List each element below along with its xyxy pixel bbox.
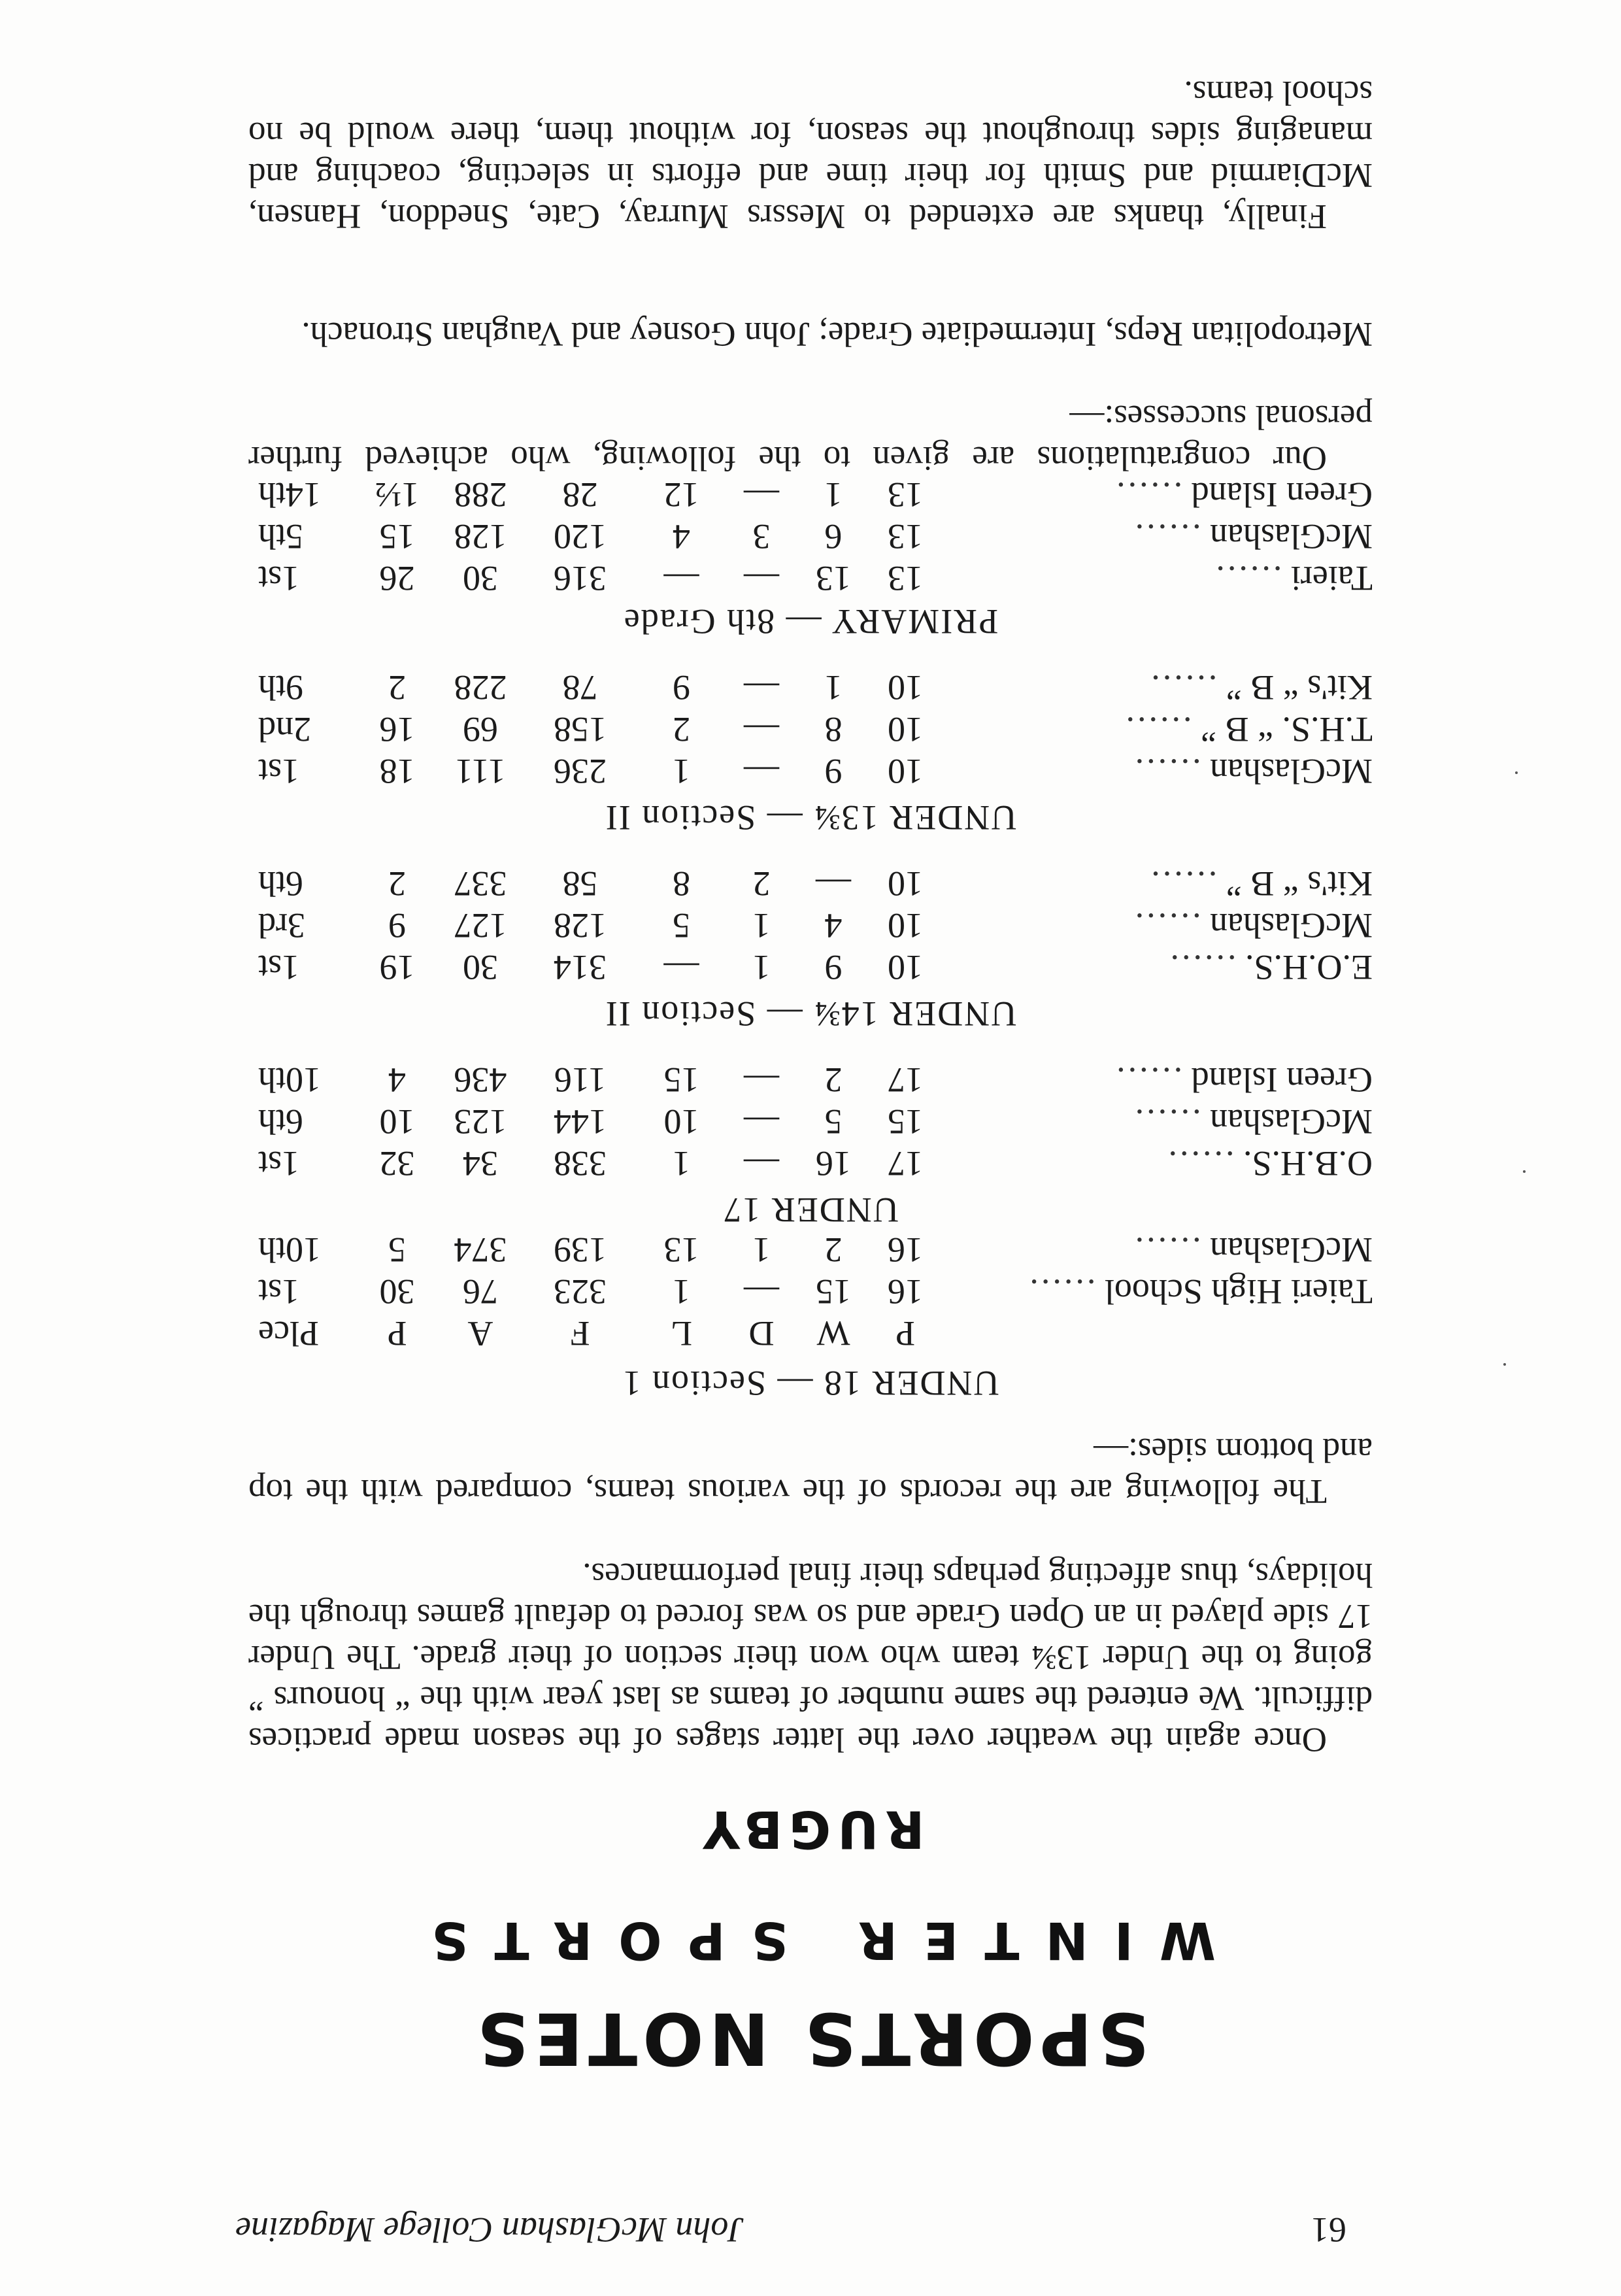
cell-played: 13 bbox=[888, 559, 923, 598]
group-title-under-17: UNDER 17 bbox=[722, 1190, 899, 1230]
cell-lost: — bbox=[663, 948, 699, 987]
col-header-played: P bbox=[895, 1314, 916, 1353]
cell-won: 9 bbox=[824, 752, 843, 791]
team-name: McGlashan bbox=[1210, 906, 1373, 945]
cell-points: 4 bbox=[388, 1060, 406, 1100]
cell-against: 127 bbox=[454, 906, 507, 945]
cell-place: 10th bbox=[258, 1060, 322, 1100]
table-row bbox=[258, 516, 1373, 558]
cell-points: 32 bbox=[379, 1144, 415, 1183]
table-row bbox=[258, 1143, 1373, 1185]
cell-drawn: — bbox=[744, 1060, 779, 1100]
cell-lost: — bbox=[663, 559, 699, 598]
leader-dots: ...... bbox=[1148, 668, 1218, 707]
cell-drawn: — bbox=[744, 1272, 779, 1311]
table-row bbox=[258, 474, 1373, 516]
cell-lost: 8 bbox=[673, 864, 690, 903]
table-row bbox=[258, 558, 1373, 599]
running-header bbox=[235, 2198, 1346, 2250]
group-title-under-13: UNDER 13¾ — Section II bbox=[604, 798, 1017, 837]
table-row bbox=[258, 667, 1373, 709]
table-row bbox=[258, 1229, 1373, 1271]
team-name: McGlashan bbox=[1210, 517, 1373, 556]
results-table-under-13 bbox=[258, 667, 1373, 792]
cell-against: 436 bbox=[454, 1060, 507, 1100]
cell-lost: 15 bbox=[663, 1060, 699, 1100]
cell-lost: 1 bbox=[673, 1272, 690, 1311]
cell-played: 16 bbox=[888, 1230, 923, 1270]
table-row bbox=[258, 1101, 1373, 1143]
cell-won: 9 bbox=[824, 948, 843, 987]
cell-drawn: 3 bbox=[752, 517, 771, 556]
team-name: McGlashan bbox=[1210, 1102, 1373, 1141]
scan-speck bbox=[1515, 771, 1518, 774]
cell-played: 17 bbox=[888, 1060, 923, 1100]
table-row bbox=[258, 709, 1373, 751]
cell-drawn: — bbox=[744, 710, 779, 749]
cell-played: 10 bbox=[888, 752, 923, 791]
cell-won: — bbox=[816, 864, 851, 903]
cell-drawn: — bbox=[744, 752, 779, 791]
cell-place: 6th bbox=[258, 1102, 304, 1141]
intro-paragraph: Once again the weather over the latter stages of the season made practices difficult. We entered the same number of teams as last year with the “ honours ” going to the Under 13¾ team who won their section of their grade. The Under 17 side played in an Open Grade and so was forced to default games through the holidays, thus affecting perhaps their final performances. bbox=[248, 1556, 1373, 1759]
cell-for: 116 bbox=[554, 1060, 606, 1100]
cell-played: 10 bbox=[888, 864, 923, 903]
cell-against: 228 bbox=[454, 668, 507, 707]
cell-against: 337 bbox=[454, 864, 507, 903]
cell-points: 16 bbox=[379, 710, 415, 749]
team-name: O.B.H.S. bbox=[1243, 1144, 1373, 1183]
cell-for: 338 bbox=[554, 1144, 607, 1183]
cell-points: 15 bbox=[379, 517, 415, 556]
cell-for: 78 bbox=[562, 668, 598, 707]
cell-for: 144 bbox=[554, 1102, 607, 1141]
leader-dots: ...... bbox=[1132, 906, 1201, 945]
cell-place: 1st bbox=[258, 1272, 300, 1311]
col-header-drawn: D bbox=[748, 1314, 775, 1353]
cell-for: 323 bbox=[554, 1272, 607, 1311]
cell-lost: 1 bbox=[673, 752, 690, 791]
cell-won: 1 bbox=[824, 668, 843, 707]
cell-won: 5 bbox=[824, 1102, 843, 1141]
thanks-paragraph: Finally, thanks are extended to Messrs Murray, Cate, Sneddon, Hansen, McDiarmid and Smith for their time and efforts in selecting, coaching and managing sides throughout the season, for without them, there would be no school teams. bbox=[248, 74, 1373, 235]
cell-won: 4 bbox=[824, 906, 843, 945]
leader-dots: ...... bbox=[1165, 1144, 1235, 1183]
cell-for: 236 bbox=[554, 752, 607, 791]
subsection-title: WINTER SPORTS bbox=[405, 1910, 1216, 1969]
cell-for: 28 bbox=[562, 475, 598, 515]
cell-points: 30 bbox=[379, 1272, 415, 1311]
cell-for: 128 bbox=[554, 906, 607, 945]
table-row bbox=[258, 751, 1373, 792]
cell-against: 34 bbox=[463, 1144, 498, 1183]
team-name: E.O.H.S. bbox=[1245, 948, 1373, 987]
col-header-against: A bbox=[467, 1314, 493, 1353]
leader-dots: ...... bbox=[1027, 1272, 1096, 1311]
cell-played: 16 bbox=[888, 1272, 923, 1311]
records-intro-paragraph: The following are the records of the various teams, compared with the top and bottom sides:— bbox=[248, 1431, 1373, 1510]
table-row bbox=[258, 947, 1373, 988]
cell-place: 1st bbox=[258, 752, 300, 791]
results-table-under-17 bbox=[258, 1059, 1373, 1185]
cell-won: 13 bbox=[816, 559, 851, 598]
cell-won: 8 bbox=[824, 710, 843, 749]
cell-against: 76 bbox=[463, 1272, 498, 1311]
cell-for: 139 bbox=[554, 1230, 607, 1270]
cell-drawn: 1 bbox=[752, 1230, 771, 1270]
leader-dots: ...... bbox=[1132, 517, 1201, 556]
cell-drawn: — bbox=[744, 475, 779, 515]
results-table-primary bbox=[258, 474, 1373, 599]
cell-played: 17 bbox=[888, 1144, 923, 1183]
sport-title: RUGBY bbox=[696, 1799, 925, 1858]
cell-lost: 13 bbox=[663, 1230, 699, 1270]
personal-successes-paragraph: Metropolitan Reps, Intermediate Grade; John Gosney and Vaughan Stronach. bbox=[301, 315, 1373, 353]
cell-played: 10 bbox=[888, 710, 923, 749]
cell-drawn: — bbox=[744, 668, 779, 707]
cell-points: 2 bbox=[388, 668, 406, 707]
cell-for: 58 bbox=[562, 864, 598, 903]
cell-place: 1st bbox=[258, 1144, 300, 1183]
table-row bbox=[258, 1271, 1373, 1313]
cell-against: 374 bbox=[454, 1230, 507, 1270]
group-title-under-14: UNDER 14¾ — Section II bbox=[604, 994, 1017, 1034]
cell-points: 5 bbox=[388, 1230, 406, 1270]
team-name: McGlashan bbox=[1210, 752, 1373, 791]
cell-place: 9th bbox=[258, 668, 304, 707]
cell-lost: 2 bbox=[673, 710, 690, 749]
team-name: Green Island bbox=[1191, 1060, 1373, 1100]
cell-played: 13 bbox=[888, 517, 923, 556]
scan-speck bbox=[1523, 1170, 1526, 1173]
results-table-under-14 bbox=[258, 863, 1373, 988]
cell-for: 120 bbox=[554, 517, 607, 556]
table-row bbox=[258, 863, 1373, 905]
leader-dots: ...... bbox=[1148, 864, 1218, 903]
cell-won: 6 bbox=[824, 517, 843, 556]
cell-lost: 9 bbox=[673, 668, 690, 707]
section-title: SPORTS NOTES bbox=[471, 1997, 1150, 2080]
cell-played: 10 bbox=[888, 906, 923, 945]
cell-against: 69 bbox=[463, 710, 498, 749]
cell-place: 5th bbox=[258, 517, 304, 556]
cell-played: 10 bbox=[888, 668, 923, 707]
team-name: T.H.S. “ B ” bbox=[1201, 710, 1373, 749]
cell-place: 6th bbox=[258, 864, 304, 903]
cell-drawn: 1 bbox=[752, 948, 771, 987]
cell-place: 3rd bbox=[258, 906, 305, 945]
leader-dots: ...... bbox=[1132, 752, 1201, 791]
cell-for: 158 bbox=[554, 710, 607, 749]
team-name: Taieri bbox=[1290, 559, 1373, 598]
group-title-primary: PRIMARY — 8th Grade bbox=[622, 602, 999, 641]
leader-dots: ...... bbox=[1132, 1102, 1201, 1141]
cell-points: 2 bbox=[388, 864, 406, 903]
group-title-under-18: UNDER 18 — Section 1 bbox=[622, 1364, 999, 1403]
leader-dots: ...... bbox=[1167, 948, 1237, 987]
team-name: Green Island bbox=[1191, 475, 1373, 515]
cell-won: 2 bbox=[824, 1060, 843, 1100]
cell-played: 15 bbox=[888, 1102, 923, 1141]
cell-drawn: 1 bbox=[752, 906, 771, 945]
cell-played: 10 bbox=[888, 948, 923, 987]
cell-points: 19 bbox=[379, 948, 415, 987]
cell-lost: 4 bbox=[673, 517, 690, 556]
cell-points: 9 bbox=[388, 906, 406, 945]
page-number: 61 bbox=[1311, 2210, 1346, 2250]
cell-lost: 12 bbox=[663, 475, 699, 515]
cell-place: 10th bbox=[258, 1230, 322, 1270]
cell-won: 15 bbox=[816, 1272, 851, 1311]
team-name: Taieri High School bbox=[1104, 1272, 1373, 1311]
results-table-under-18 bbox=[258, 1229, 1373, 1355]
cell-for: 314 bbox=[554, 948, 607, 987]
cell-points: 1½ bbox=[375, 475, 420, 515]
cell-drawn: — bbox=[744, 1102, 779, 1141]
cell-points: 18 bbox=[379, 752, 415, 791]
column-header-row bbox=[258, 1313, 1373, 1355]
cell-drawn: — bbox=[744, 1144, 779, 1183]
cell-lost: 5 bbox=[673, 906, 690, 945]
leader-dots: ...... bbox=[1114, 475, 1183, 515]
cell-place: 1st bbox=[258, 948, 300, 987]
cell-place: 1st bbox=[258, 559, 300, 598]
cell-won: 1 bbox=[824, 475, 843, 515]
cell-against: 30 bbox=[463, 559, 498, 598]
cell-played: 13 bbox=[888, 475, 923, 515]
leader-dots: ...... bbox=[1114, 1060, 1183, 1100]
cell-place: 14th bbox=[258, 475, 322, 515]
cell-drawn: 2 bbox=[752, 864, 771, 903]
cell-place: 2nd bbox=[258, 710, 311, 749]
cell-won: 2 bbox=[824, 1230, 843, 1270]
scan-speck bbox=[1503, 1363, 1506, 1366]
table-row bbox=[258, 905, 1373, 947]
col-header-lost: L bbox=[671, 1314, 692, 1353]
col-header-points: P bbox=[387, 1314, 407, 1353]
team-name: McGlashan bbox=[1210, 1230, 1373, 1270]
leader-dots: ...... bbox=[1213, 559, 1282, 598]
cell-against: 288 bbox=[454, 475, 507, 515]
cell-points: 26 bbox=[379, 559, 415, 598]
cell-won: 16 bbox=[816, 1144, 851, 1183]
table-row bbox=[258, 1059, 1373, 1101]
team-name: Kit's “ B ” bbox=[1226, 668, 1373, 707]
cell-points: 10 bbox=[379, 1102, 415, 1141]
cell-against: 128 bbox=[454, 517, 507, 556]
magazine-title: John McGlashan College Magazine bbox=[235, 2210, 744, 2250]
cell-against: 123 bbox=[454, 1102, 507, 1141]
team-name: Kit's “ B ” bbox=[1226, 864, 1373, 903]
leader-dots: ...... bbox=[1132, 1230, 1201, 1270]
cell-drawn: — bbox=[744, 559, 779, 598]
cell-against: 111 bbox=[455, 752, 506, 791]
col-header-won: W bbox=[816, 1314, 850, 1353]
cell-for: 316 bbox=[554, 559, 607, 598]
cell-lost: 1 bbox=[673, 1144, 690, 1183]
col-header-for: F bbox=[570, 1314, 590, 1353]
col-header-place: Plce bbox=[258, 1314, 319, 1353]
cell-lost: 10 bbox=[663, 1102, 699, 1141]
congratulations-paragraph: Our congratulations are given to the following, who achieved further personal successes:— bbox=[248, 398, 1373, 477]
cell-against: 30 bbox=[463, 948, 498, 987]
leader-dots: ...... bbox=[1123, 710, 1192, 749]
